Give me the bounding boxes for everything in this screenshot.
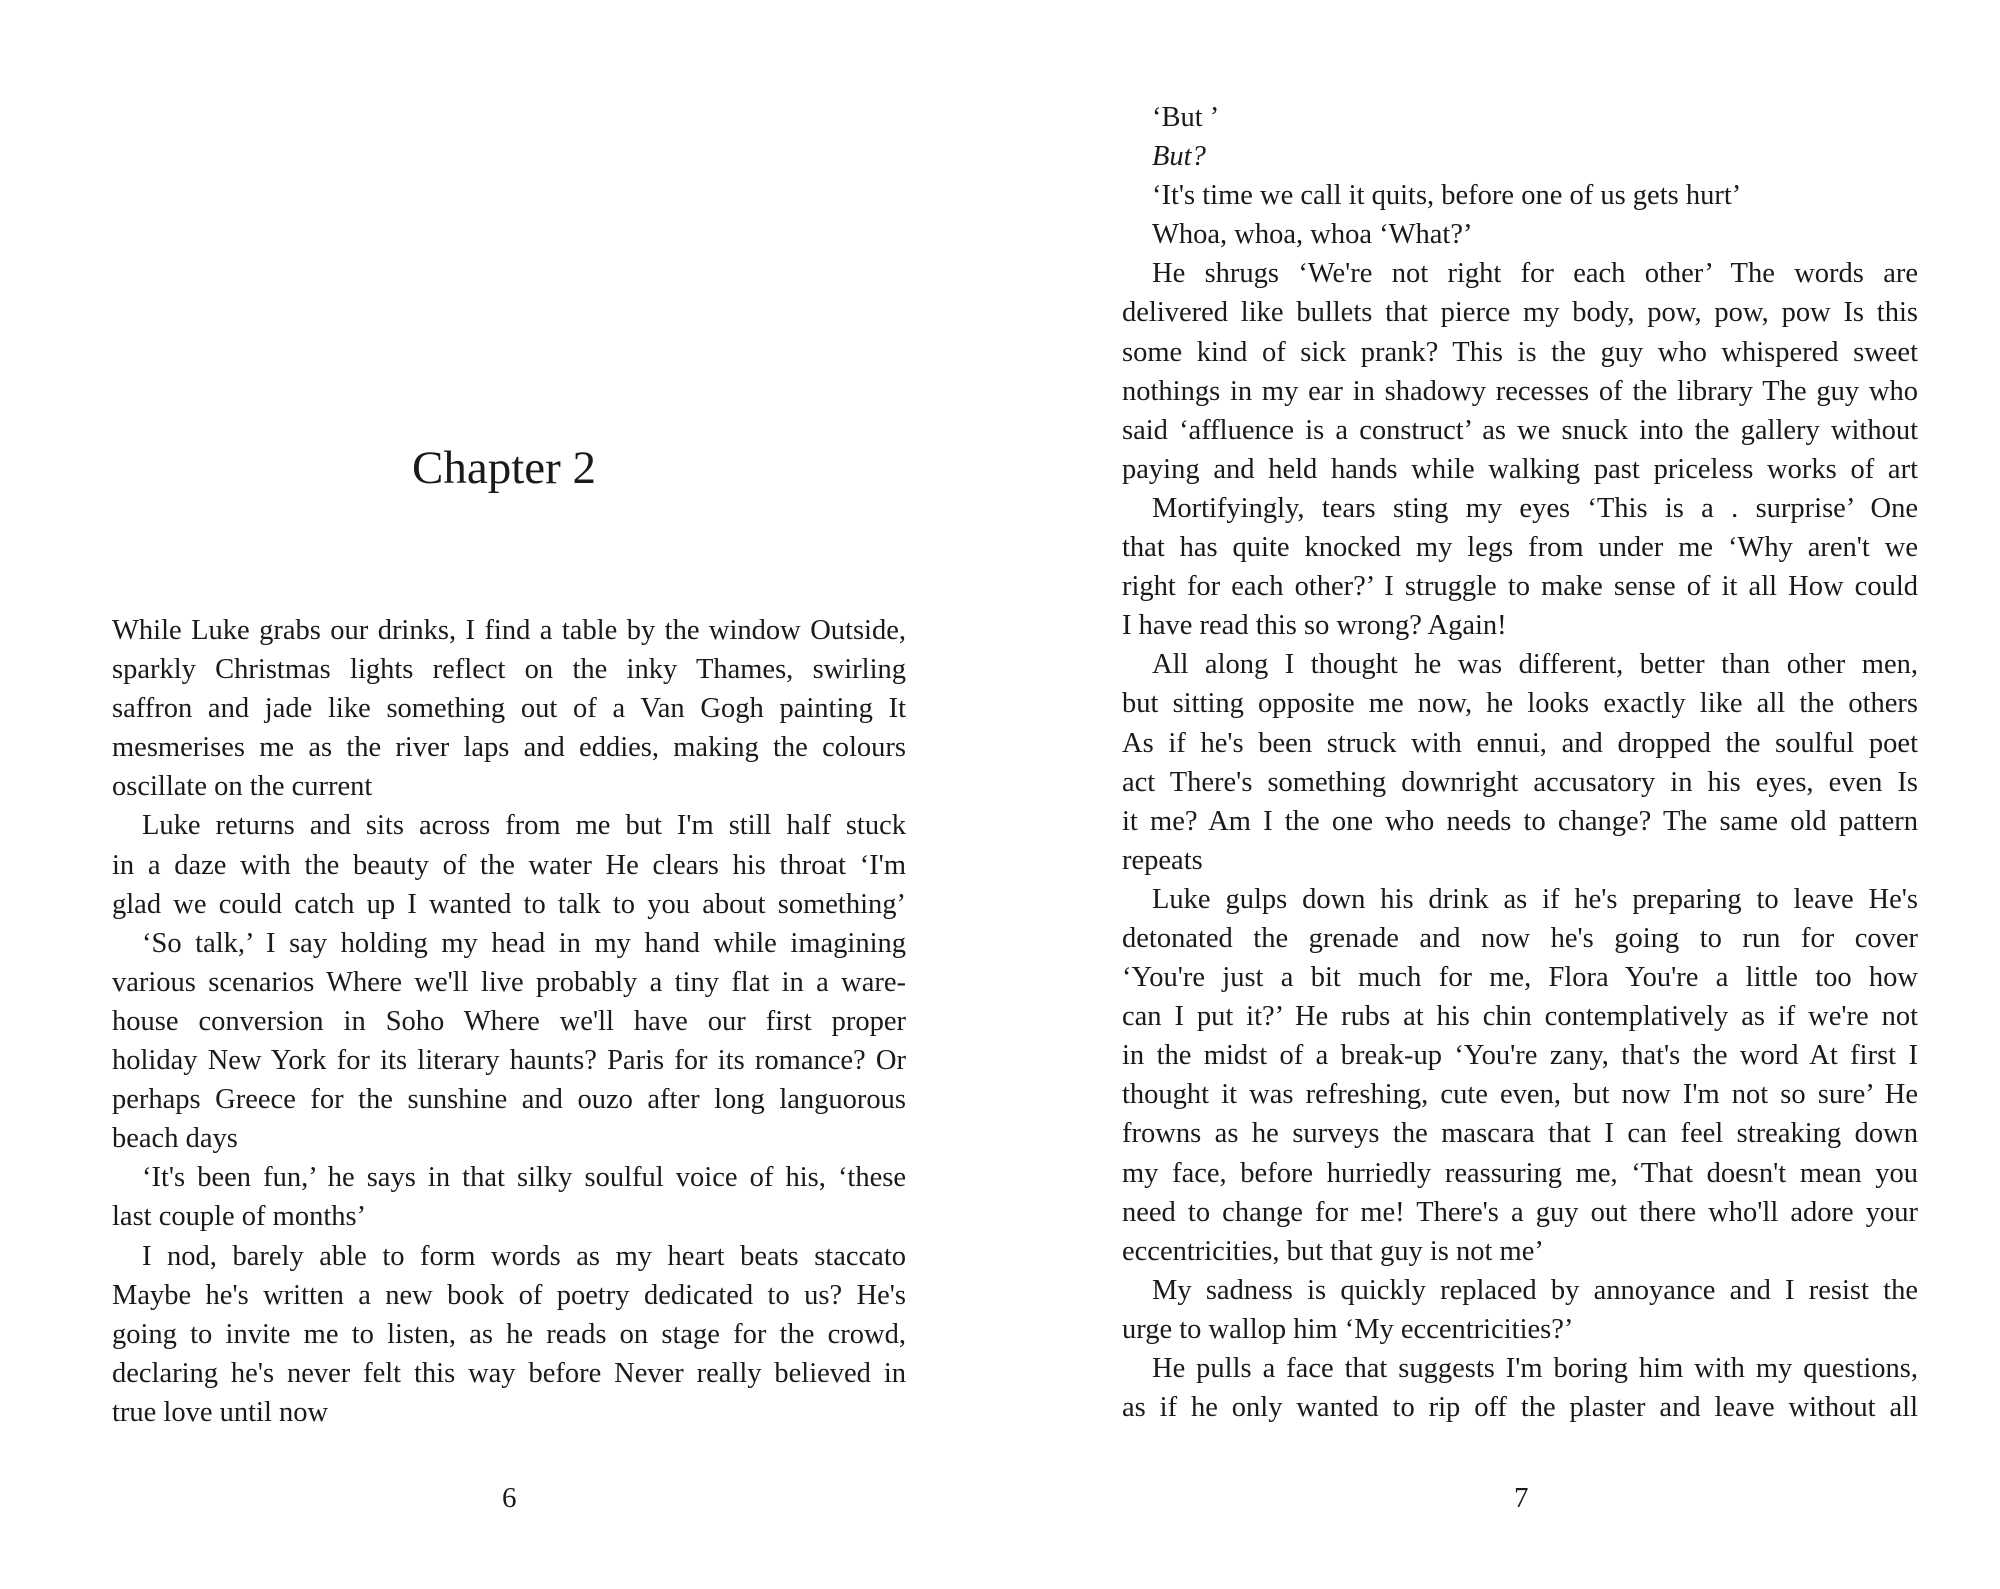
text-line: glad we could catch up I wanted to talk to you about something’ bbox=[112, 888, 906, 920]
text-line: beach days bbox=[112, 1123, 238, 1155]
text-line: Mortifyingly, tears sting my eyes ‘This is a . surprise’ One bbox=[1152, 492, 1918, 524]
text-line: in a daze with the beauty of the water He clears his throat ‘I'm bbox=[112, 849, 906, 881]
text-line: oscillate on the current bbox=[112, 771, 373, 803]
text-line: My sadness is quickly replaced by annoyance and I resist the bbox=[1152, 1274, 1918, 1306]
chapter-title: Chapter 2 bbox=[412, 442, 597, 494]
text-line: As if he's been struck with ennui, and dropped the soulful poet bbox=[1122, 727, 1918, 759]
text-line: but sitting opposite me now, he looks exactly like all the others bbox=[1122, 688, 1918, 720]
text-line: frowns as he surveys the mascara that I can feel streaking down bbox=[1122, 1118, 1918, 1150]
text-line: Luke gulps down his drink as if he's preparing to leave He's bbox=[1152, 883, 1918, 915]
page-number: 7 bbox=[1514, 1482, 1529, 1514]
text-line: detonated the grenade and now he's going to run for cover bbox=[1122, 922, 1918, 954]
text-line: Whoa, whoa, whoa ‘What?’ bbox=[1152, 219, 1473, 251]
page-number: 6 bbox=[502, 1482, 517, 1514]
text-line: While Luke grabs our drinks, I find a table by the window Outside, bbox=[112, 615, 906, 646]
text-line: as if he only wanted to rip off the plaster and leave without all bbox=[1122, 1392, 1918, 1424]
text-line: sparkly Christmas lights reflect on the inky Thames, swirling bbox=[112, 654, 906, 686]
left-page-text bbox=[112, 611, 906, 1432]
text-line: paying and held hands while walking past priceless works of art bbox=[1122, 453, 1918, 485]
text-line: declaring he's never felt this way before Never really believed in bbox=[112, 1357, 906, 1389]
text-line: right for each other?’ I struggle to make sense of it all How could bbox=[1122, 571, 1918, 603]
text-line: delivered like bullets that pierce my body, pow, pow, pow Is this bbox=[1122, 297, 1918, 329]
text-line: some kind of sick prank? This is the guy who whispered sweet bbox=[1122, 336, 1918, 368]
text-line: But? bbox=[1152, 141, 1206, 173]
text-line: ‘You're just a bit much for me, Flora You're a little too how bbox=[1122, 962, 1918, 994]
text-line: Maybe he's written a new book of poetry dedicated to us? He's bbox=[112, 1279, 906, 1311]
text-line: holiday New York for its literary haunts? Paris for its romance? Or bbox=[112, 1045, 906, 1077]
text-line: need to change for me! There's a guy out there who'll adore your bbox=[1122, 1196, 1918, 1228]
text-line: in the midst of a break-up ‘You're zany, that's the word At first I bbox=[1122, 1040, 1918, 1072]
text-line: last couple of months’ bbox=[112, 1201, 367, 1233]
text-line: mesmerises me as the river laps and eddies, making the colours bbox=[112, 732, 906, 764]
text-line: it me? Am I the one who needs to change? The same old pattern bbox=[1122, 805, 1918, 837]
text-line: perhaps Greece for the sunshine and ouzo after long languorous bbox=[112, 1084, 906, 1116]
right-page bbox=[1000, 0, 2000, 1589]
text-line: I have read this so wrong? Again! bbox=[1122, 610, 1507, 642]
text-line: said ‘affluence is a construct’ as we snuck into the gallery without bbox=[1122, 414, 1918, 446]
text-line: saffron and jade like something out of a Van Gogh painting It bbox=[112, 693, 906, 725]
text-line: act There's something downright accusatory in his eyes, even Is bbox=[1122, 766, 1918, 798]
right-page-text bbox=[1122, 98, 1918, 1427]
text-line: All along I thought he was different, better than other men, bbox=[1152, 649, 1918, 681]
text-line: urge to wallop him ‘My eccentricities?’ bbox=[1122, 1313, 1574, 1345]
text-line: true love until now bbox=[112, 1396, 329, 1428]
text-line: Luke returns and sits across from me but I'm still half stuck bbox=[142, 810, 906, 842]
text-line: I nod, barely able to form words as my heart beats staccato bbox=[142, 1240, 906, 1272]
text-line: my face, before hurriedly reassuring me, ‘That doesn't mean you bbox=[1122, 1157, 1918, 1189]
text-line: can I put it?’ He rubs at his chin contemplatively as if we're not bbox=[1122, 1001, 1918, 1033]
text-line: that has quite knocked my legs from under me ‘Why aren't we bbox=[1122, 532, 1918, 564]
text-line: eccentricities, but that guy is not me’ bbox=[1122, 1235, 1544, 1267]
text-line: ‘So talk,’ I say holding my head in my hand while imagining bbox=[142, 927, 906, 959]
text-line: He shrugs ‘We're not right for each other’ The words are bbox=[1152, 258, 1918, 290]
text-line: He pulls a face that suggests I'm boring him with my questions, bbox=[1152, 1353, 1918, 1384]
text-line: going to invite me to listen, as he reads on stage for the crowd, bbox=[112, 1318, 906, 1350]
text-line: various scenarios Where we'll live probably a tiny flat in a ware- bbox=[112, 966, 906, 998]
text-line: nothings in my ear in shadowy recesses of the library The guy who bbox=[1122, 375, 1918, 407]
text-line: thought it was refreshing, cute even, but now I'm not so sure’ He bbox=[1122, 1079, 1918, 1111]
text-line: house conversion in Soho Where we'll have our first proper bbox=[112, 1005, 906, 1037]
text-line: ‘It's time we call it quits, before one of us gets hurt’ bbox=[1152, 180, 1742, 212]
text-line: repeats bbox=[1122, 844, 1203, 876]
text-line: ‘But ’ bbox=[1152, 102, 1220, 133]
text-line: ‘It's been fun,’ he says in that silky soulful voice of his, ‘these bbox=[142, 1162, 906, 1194]
